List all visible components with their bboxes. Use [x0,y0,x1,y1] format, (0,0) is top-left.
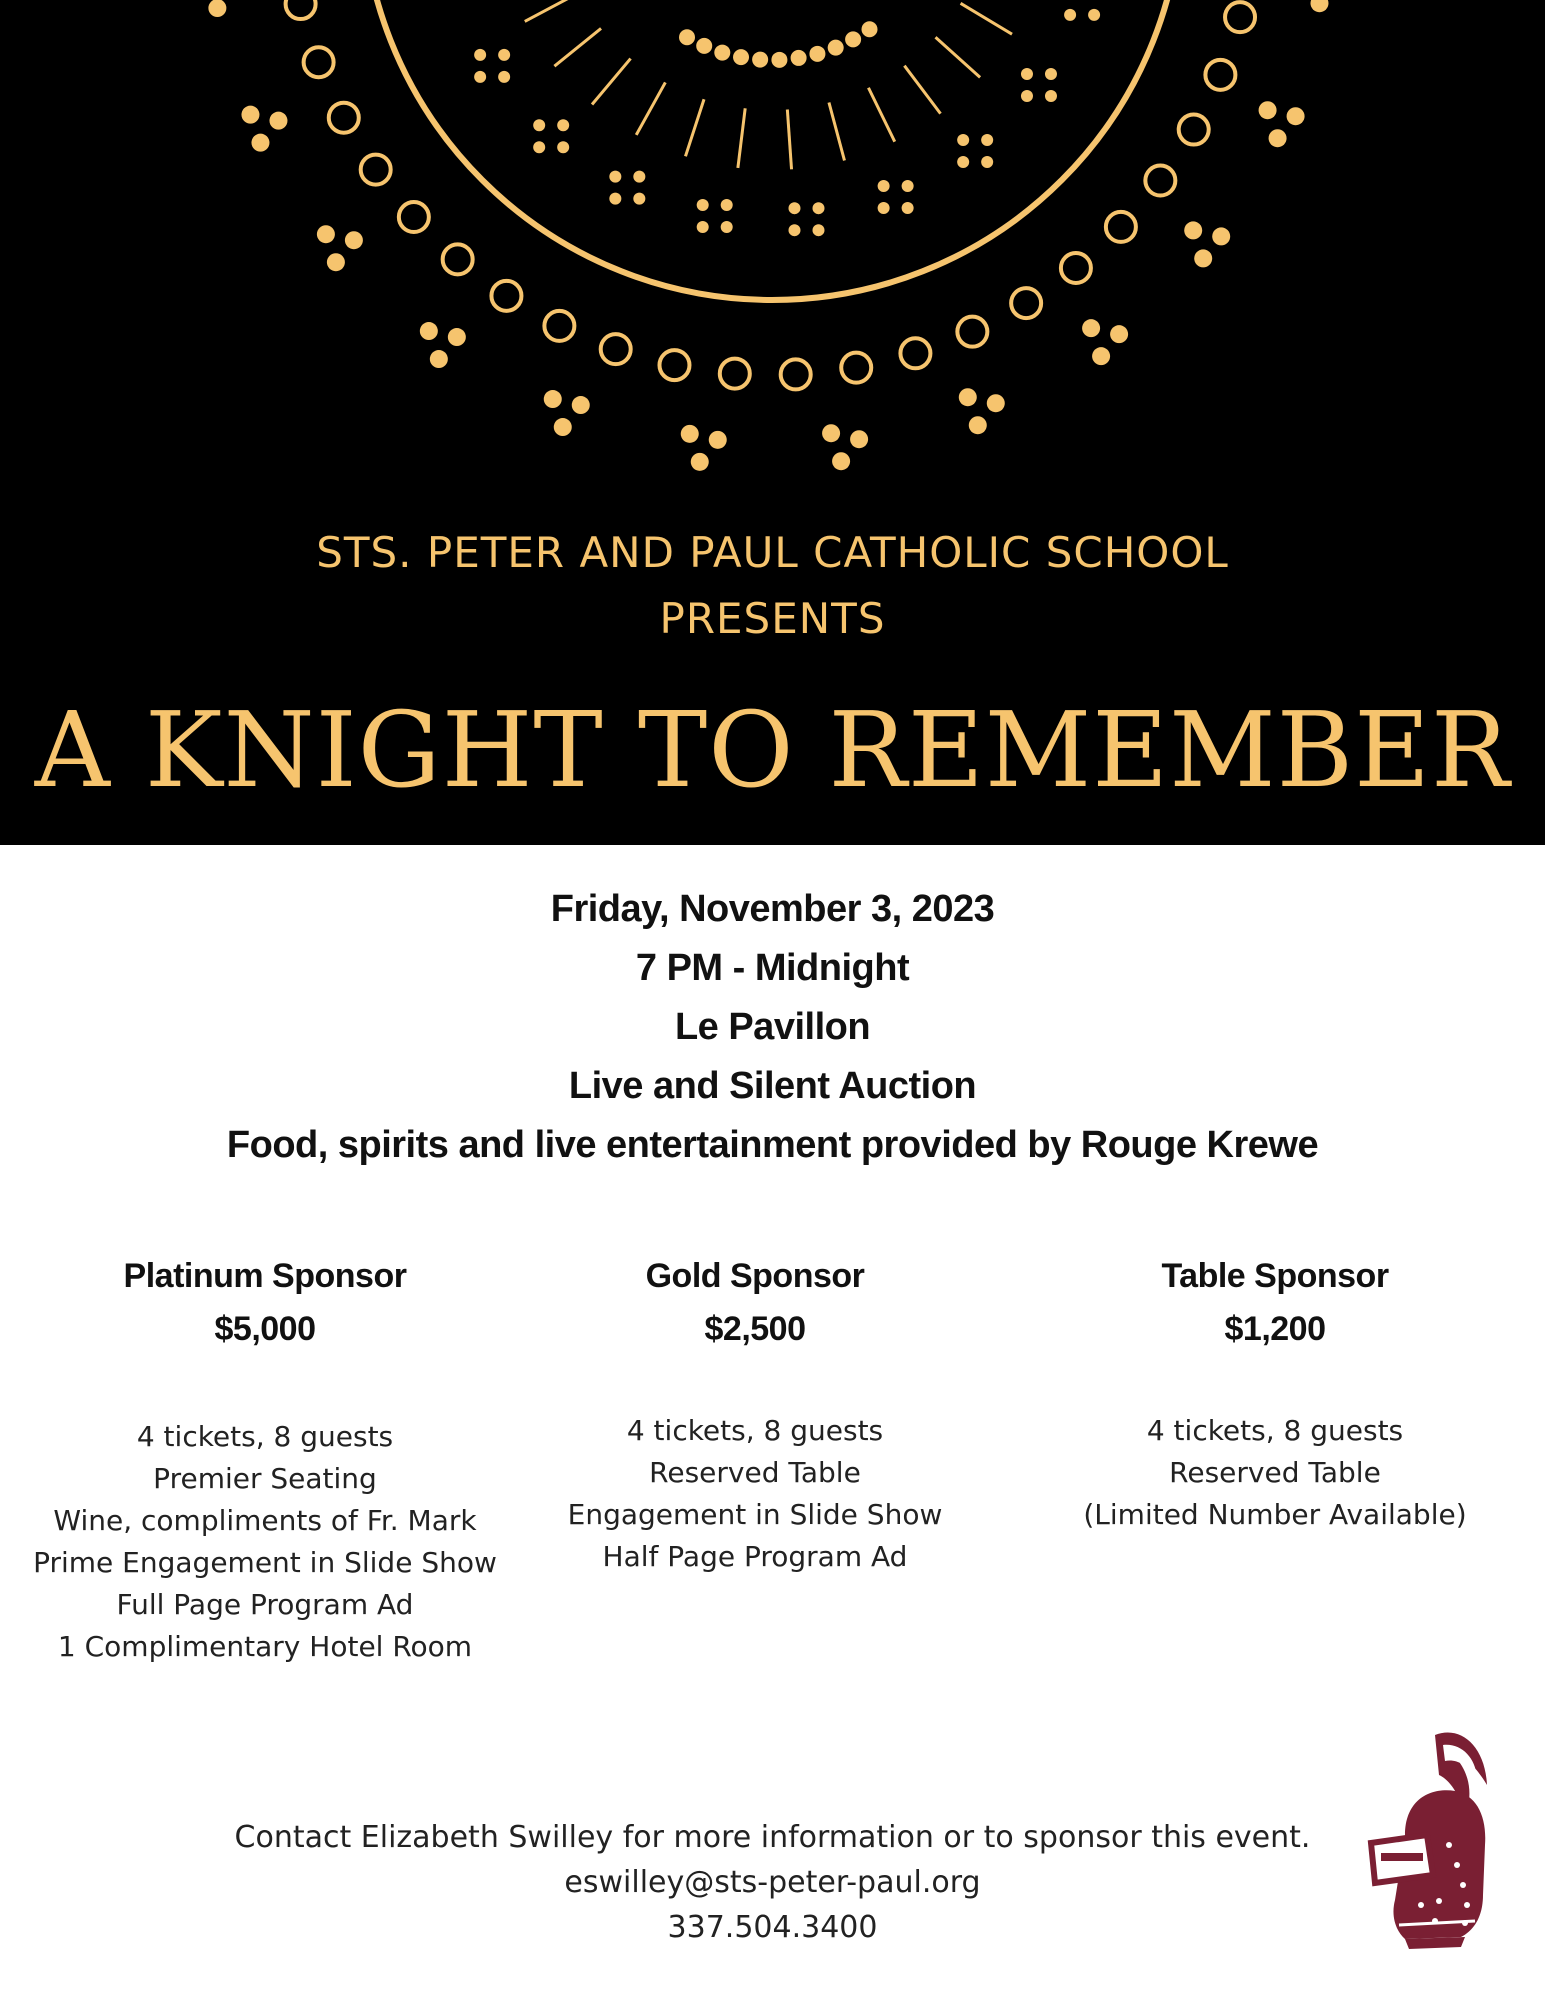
ornament-dot [809,46,825,62]
ornament-ring [544,311,574,341]
ornament-ray [961,3,1012,34]
ornament-dot [533,119,545,131]
ornament-dot [696,38,712,54]
ornament-dot [812,202,824,214]
ornament-dot [544,390,562,408]
ornament-dot [733,49,749,65]
ornament-dot [1082,319,1100,337]
ornament-dot [788,202,800,214]
ornament-dot [557,141,569,153]
ornament-ring [286,0,316,19]
ornament-dot [633,193,645,205]
event-title: A KNIGHT TO REMEMBER [34,689,1511,811]
ornament-ray [904,66,940,114]
perk-item: 4 tickets, 8 guests [136,1420,394,1453]
ornament-ring [720,359,750,389]
sponsor-price: $5,000 [214,1310,316,1348]
ornament-dot [208,0,226,17]
sponsor-perks [1060,1410,1490,1536]
ornament-dot [791,50,807,66]
perk-item: 1 Complimentary Hotel Room [57,1630,473,1663]
ornament-dot [241,106,259,124]
ornament-ring [1179,115,1209,145]
ornament-ring [329,103,359,133]
ornament-dot [1021,90,1033,102]
sponsor-perks [545,1410,965,1578]
contact-line: Contact Elizabeth Swilley for more information or to sponsor this event. [234,1820,1311,1855]
ornament-ring [781,359,811,389]
ornament-ring [601,334,631,364]
contact-phone[interactable]: 337.504.3400 [667,1910,878,1945]
ornament-dot [557,119,569,131]
event-entertainment: Food, spirits and live entertainment provided by Rouge Krewe [226,1124,1319,1166]
ornament-dot [709,431,727,449]
ornament-dot [714,45,730,61]
ornament-dot [832,452,850,470]
ornament-ring [1205,60,1235,90]
ornament-dot [1110,325,1128,343]
ornament-ray [935,37,980,77]
ornament-ray [525,0,578,21]
perk-item: 4 tickets, 8 guests [626,1414,884,1447]
ornament-dot [878,202,890,214]
ornament-dot [317,225,335,243]
ornament-dot [697,221,709,233]
ornament-dot [957,156,969,168]
ornament-ring [1145,166,1175,196]
ornament-dot [474,71,486,83]
ornament-dot [327,253,345,271]
ornament-dot [721,199,733,211]
ornament-dot [1092,347,1110,365]
ornament-dot [1021,68,1033,80]
sponsor-gold [545,1250,965,1578]
ornament-ray [554,28,601,66]
ornament-ray [738,108,745,168]
ornament-ring [900,338,930,368]
ornament-dot [430,350,448,368]
ornament-dot [822,424,840,442]
ornament-dot [1184,221,1202,239]
event-date: Friday, November 3, 2023 [550,888,995,930]
ornament-ring [659,350,689,380]
header-banner [0,0,1545,845]
ornament-dot [251,134,269,152]
ornament-dot [498,71,510,83]
ornament-ray [592,59,631,105]
ornament-dot [981,156,993,168]
ornament-dot [828,40,844,56]
presenter-line-1: STS. PETER AND PAUL CATHOLIC SCHOOL [316,528,1229,577]
ornament-dot [1259,101,1277,119]
ornament-dot [969,416,987,434]
ornament-dot [679,29,695,45]
ornament-ring [361,155,391,185]
perk-item: Engagement in Slide Show [567,1498,943,1531]
ornament-ray [829,103,845,161]
ornament-ray [787,109,791,169]
event-auction: Live and Silent Auction [568,1065,977,1107]
perk-item: Half Page Program Ad [602,1540,908,1573]
ornament-ray [685,99,704,156]
ornament-dot [1045,90,1057,102]
ornament-dot [498,49,510,61]
ornament-dot [771,52,787,68]
sponsor-perks [15,1416,515,1668]
ornament-dot [845,31,861,47]
ornament-ring [1061,253,1091,283]
ornament-dot [788,224,800,236]
ornament-dot [681,425,699,443]
contact-info [0,1815,1545,1950]
event-time: 7 PM - Midnight [635,947,910,989]
ornament-dot [721,221,733,233]
ornament-ring [491,281,521,311]
ornament-dot [812,224,824,236]
ornament-dot [850,430,868,448]
ornament-dot [420,322,438,340]
ornament-ring [1225,2,1255,32]
sponsor-price: $2,500 [704,1310,806,1348]
ornament-ring [304,47,334,77]
ornament-dot [609,193,621,205]
ornament-ring [1011,288,1041,318]
ornament-dot [1287,107,1305,125]
ornament-dot [609,171,621,183]
event-details [0,880,1545,1175]
sponsor-platinum [15,1250,515,1668]
ornament-dot [981,134,993,146]
ornament-dot [959,388,977,406]
ornament-dot [533,141,545,153]
sponsor-price: $1,200 [1224,1310,1326,1348]
ornament-ring [399,202,429,232]
ornament-arc [362,0,1182,300]
ornament-ring [1106,212,1136,242]
ornament-dot [691,453,709,471]
ornament-dot [987,394,1005,412]
sponsor-name: Platinum Sponsor [123,1257,407,1295]
ornament-dot [1088,9,1100,21]
ornament-dot [474,49,486,61]
ornament-dot [1194,249,1212,267]
ornament-dot [862,21,878,37]
ornament-dot [1212,227,1230,245]
ornament-dot [752,52,768,68]
ornament-dot [902,180,914,192]
presenter-line-2: PRESENTS [659,594,886,643]
ornament-dot [633,171,645,183]
perk-item: (Limited Number Available) [1083,1498,1467,1531]
perk-item: Wine, compliments of Fr. Mark [53,1504,477,1537]
sponsor-table [1060,1250,1490,1536]
sponsor-name: Table Sponsor [1161,1257,1389,1295]
ornament-dot [269,112,287,130]
ornament-dot [1269,129,1287,147]
ornament-dot [1064,9,1076,21]
ornament-dot [1045,68,1057,80]
ornament-ring [957,317,987,347]
ornament-dot [697,199,709,211]
perk-item: Reserved Table [1169,1456,1381,1489]
perk-item: Reserved Table [649,1456,861,1489]
ornament-dot [345,231,363,249]
contact-email[interactable]: eswilley@sts-peter-paul.org [564,1865,981,1900]
event-venue: Le Pavillon [674,1006,871,1048]
perk-item: Prime Engagement in Slide Show [33,1546,497,1579]
ornament-dot [878,180,890,192]
perk-item: Full Page Program Ad [116,1588,414,1621]
ornament-ray [868,88,894,142]
perk-item: 4 tickets, 8 guests [1146,1414,1404,1447]
ornament-dot [554,418,572,436]
ornament-dot [902,202,914,214]
ornament-dot [572,396,590,414]
ornament-dot [1310,0,1328,12]
perk-item: Premier Seating [153,1462,377,1495]
ornament-ring [443,244,473,274]
knight-helmet-icon [1365,1725,1505,1955]
sponsor-name: Gold Sponsor [645,1257,865,1295]
ornament-ring [841,353,871,383]
ornament-ray [636,82,665,134]
ornament-dot [448,328,466,346]
ornament-dot [957,134,969,146]
